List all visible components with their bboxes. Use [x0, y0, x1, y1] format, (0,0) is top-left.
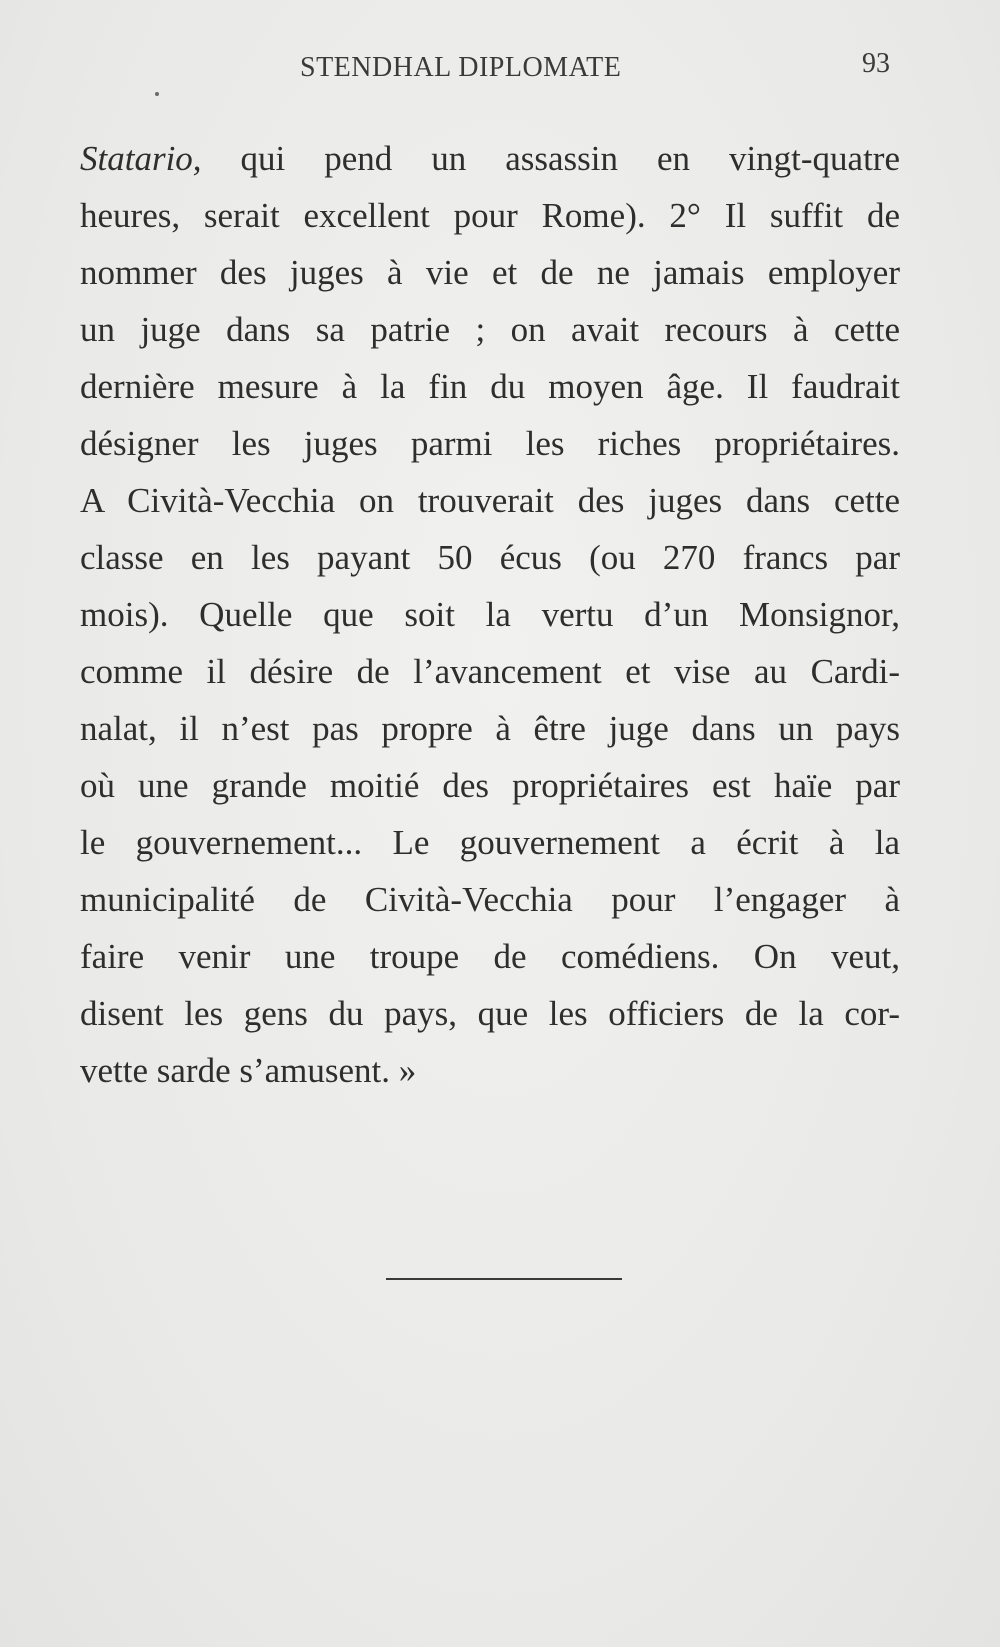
text-line: comme il désire de l’avancement et vise au Cardi- [80, 652, 900, 691]
ink-speck [155, 92, 159, 96]
text-line: municipalité de Cività-Vecchia pour l’engager à [80, 880, 900, 919]
text-line: mois). Quelle que soit la vertu d’un Monsignor, [80, 595, 900, 634]
text-line: A Cività-Vecchia on trouverait des juges dans cette [80, 481, 900, 520]
text-line: le gouvernement... Le gouvernement a écrit à la [80, 823, 900, 862]
running-title: STENDHAL DIPLOMATE [300, 52, 622, 83]
text-line: faire venir une troupe de comédiens. On veut, [80, 937, 900, 976]
page-number: 93 [862, 48, 890, 79]
text-line: heures, serait excellent pour Rome). 2° Il suffit de [80, 196, 900, 235]
text-line-rest: qui pend un assassin en vingt-quatre [201, 139, 900, 178]
text-line: nalat, il n’est pas propre à être juge dans un pays [80, 709, 900, 748]
text-line: un juge dans sa patrie ; on avait recours à cette [80, 310, 900, 349]
section-end-rule [386, 1278, 622, 1280]
italic-term: Statario, [80, 139, 202, 178]
text-line: désigner les juges parmi les riches propriétaires. [80, 424, 900, 463]
text-line: classe en les payant 50 écus (ou 270 francs par [80, 538, 900, 577]
text-line [80, 130, 900, 187]
text-line: nommer des juges à vie et de ne jamais employer [80, 253, 900, 292]
text-line: dernière mesure à la fin du moyen âge. Il faudrait [80, 367, 900, 406]
body-paragraph [80, 130, 900, 1099]
text-line: vette sarde s’amusent. » [80, 1051, 417, 1090]
text-line: où une grande moitié des propriétaires est haïe par [80, 766, 900, 805]
text-line: disent les gens du pays, que les officiers de la cor- [80, 994, 900, 1033]
